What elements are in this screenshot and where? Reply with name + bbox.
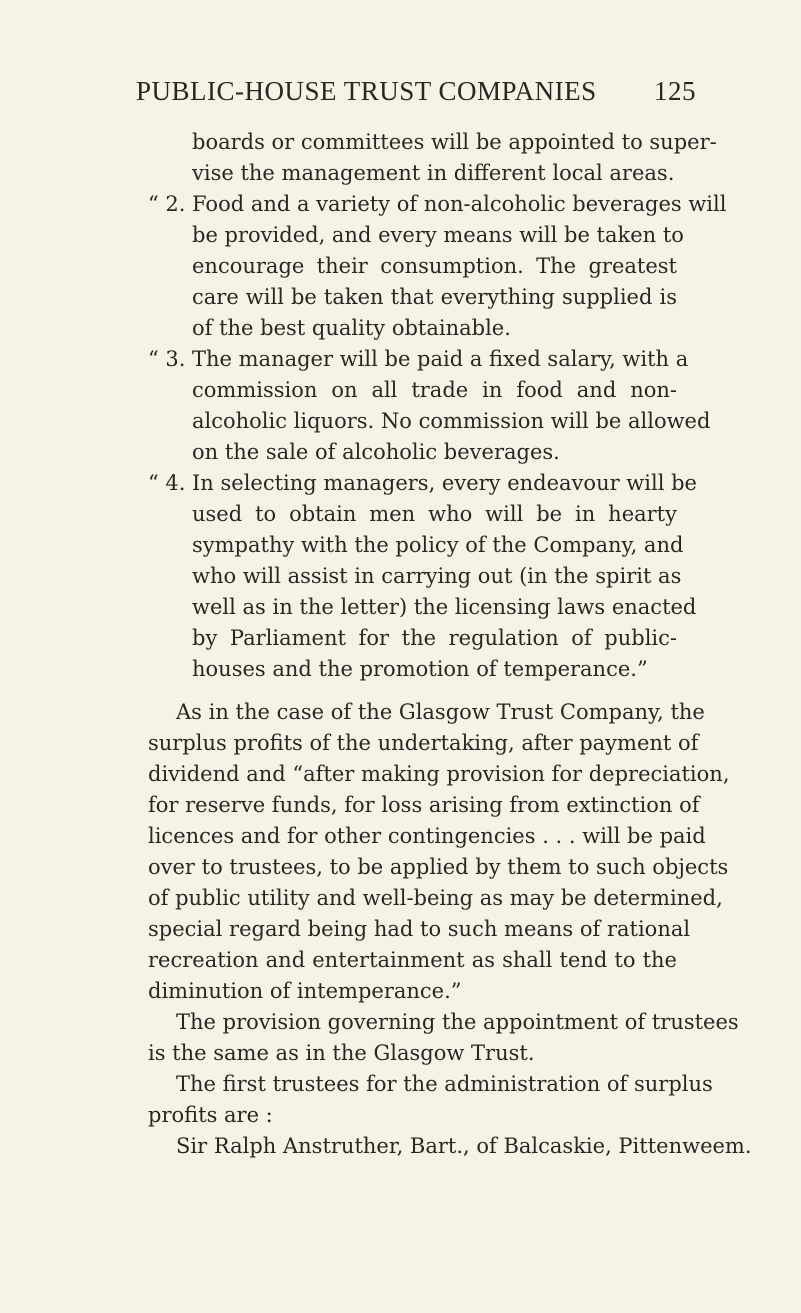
item-number: “ 3. [148, 347, 186, 371]
text-line: licences and for other contingencies . . . will be paid [148, 824, 706, 848]
text-line: care will be taken that everything supplied is [192, 285, 677, 309]
text-line: In selecting managers, every endeavour will be [192, 471, 697, 495]
text-line: Food and a variety of non-alcoholic beverages will [192, 192, 727, 216]
running-title: PUBLIC-HOUSE TRUST COMPANIES [136, 76, 597, 106]
text-line: commission on all trade in food and non- [192, 378, 677, 402]
text-line: special regard being had to such means of rational [148, 917, 691, 941]
text-line: of public utility and well-being as may be determined, [148, 886, 723, 910]
text-line: by Parliament for the regulation of public- [192, 626, 677, 650]
text-line: used to obtain men who will be in hearty [192, 502, 677, 526]
text-line: of the best quality obtainable. [192, 316, 511, 340]
text-line: sympathy with the policy of the Company, and [192, 533, 684, 557]
text-line: As in the case of the Glasgow Trust Company, the [176, 700, 705, 724]
text-line: diminution of intemperance.” [148, 979, 462, 1003]
text-line: houses and the promotion of temperance.” [192, 657, 648, 681]
list-item [148, 189, 727, 220]
text-line: be provided, and every means will be taken to [192, 223, 684, 247]
text-line: for reserve funds, for loss arising from extinction of [148, 793, 700, 817]
trustee-entry: Sir Ralph Anstruther, Bart., of Balcaskie, Pittenweem. [176, 1134, 752, 1158]
item-number: “ 2. [148, 192, 186, 216]
text-line: alcoholic liquors. No commission will be allowed [192, 409, 711, 433]
text-line: recreation and entertainment as shall tend to the [148, 948, 677, 972]
text-line: boards or committees will be appointed to super- [192, 130, 717, 154]
text-line: surplus profits of the undertaking, after payment of [148, 731, 699, 755]
text-line: The provision governing the appointment of trustees [176, 1010, 739, 1034]
list-item [148, 468, 697, 499]
text-line: is the same as in the Glasgow Trust. [148, 1041, 535, 1065]
list-item [148, 344, 689, 375]
page-number: 125 [654, 76, 696, 106]
text-line: on the sale of alcoholic beverages. [192, 440, 560, 464]
item-number: “ 4. [148, 471, 186, 495]
text-line: The manager will be paid a fixed salary, with a [192, 347, 689, 371]
text-line: encourage their consumption. The greatest [192, 254, 677, 278]
running-head [136, 76, 696, 112]
text-line: vise the management in different local areas. [192, 161, 675, 185]
text-line: who will assist in carrying out (in the spirit as [192, 564, 682, 588]
text-line: profits are : [148, 1103, 273, 1127]
text-line: over to trustees, to be applied by them to such objects [148, 855, 729, 879]
text-line: dividend and “after making provision for depreciation, [148, 762, 730, 786]
text-line: The first trustees for the administration of surplus [176, 1072, 713, 1096]
text-line: well as in the letter) the licensing laws enacted [192, 595, 697, 619]
